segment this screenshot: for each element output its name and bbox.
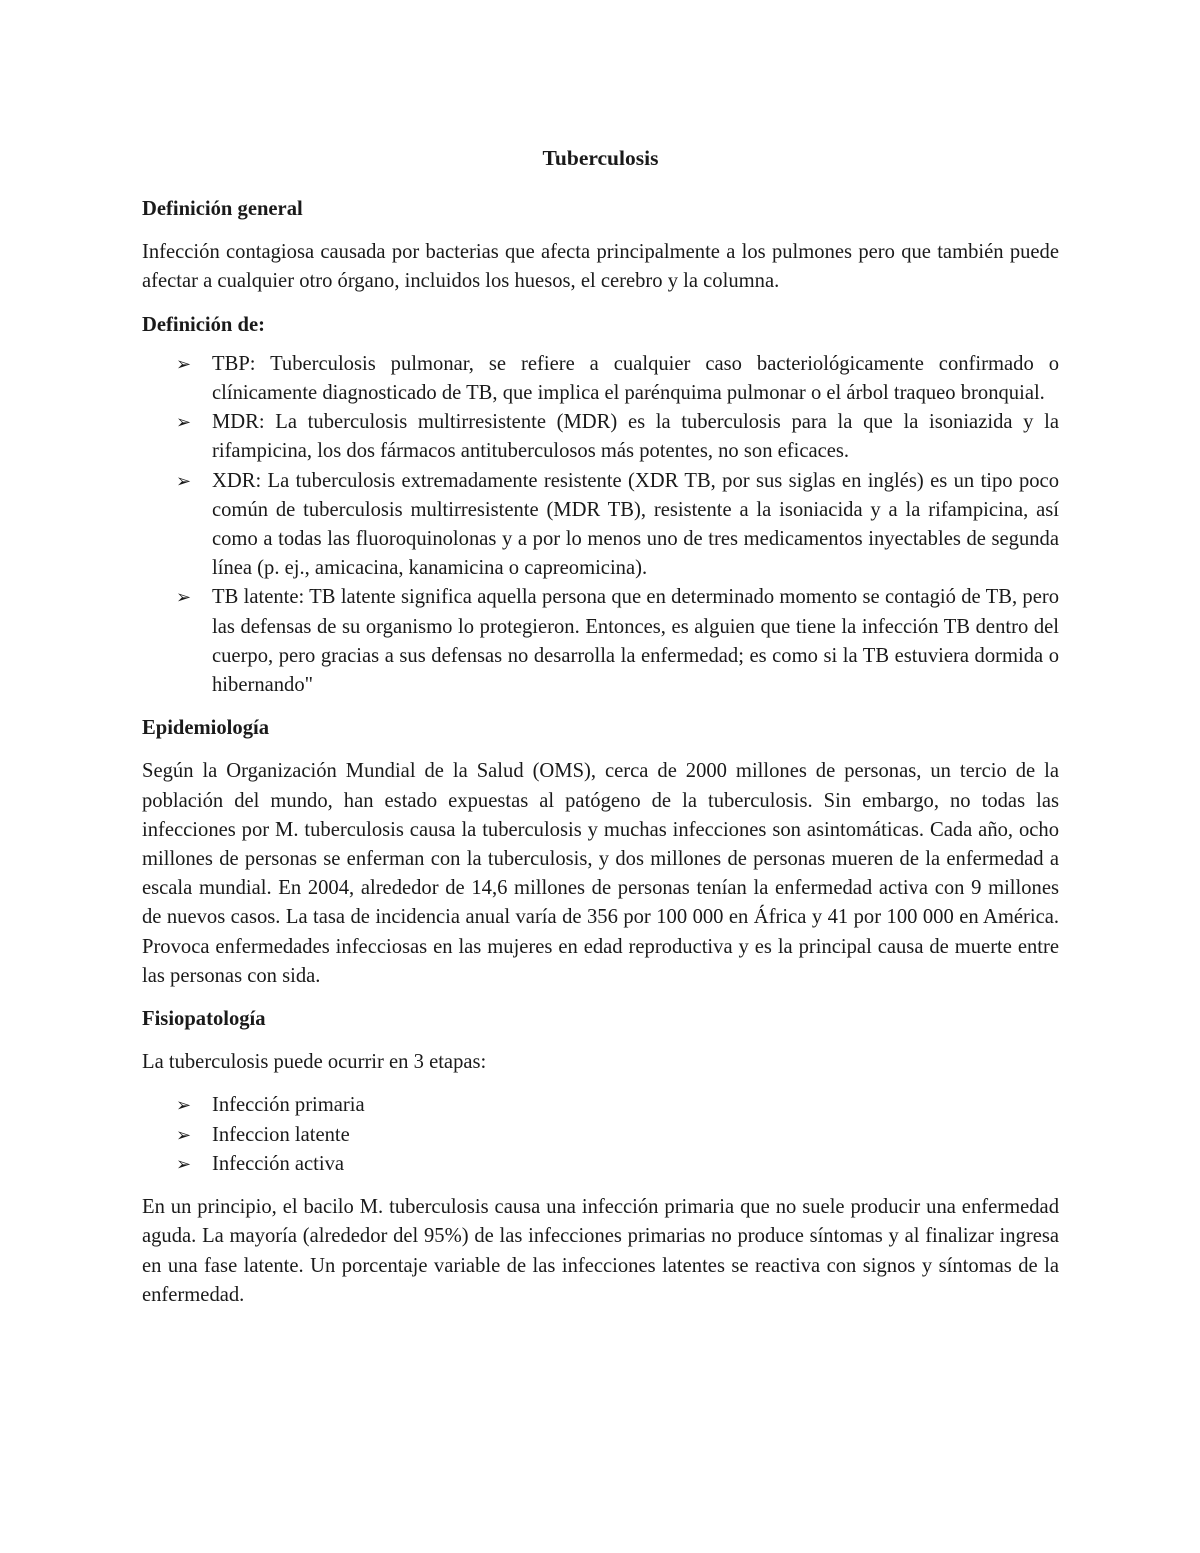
list-item [142,408,1059,466]
arrowhead-bullet-icon: ➢ [176,1124,192,1146]
definition-tbp: TBP: Tuberculosis pulmonar, se refiere a cualquier caso bacteriológicamente confirmado o clínicamente diagnosticado de TB, que implica el parénquima pulmonar o el árbol traqueo bronquial. [212,352,1059,405]
arrowhead-bullet-icon: ➢ [176,587,192,609]
section-heading-epidemiology: Epidemiología [142,717,270,740]
list-item [142,1121,1059,1150]
section-heading-pathophysiology: Fisiopatología [142,1008,266,1031]
stage-latent: Infeccion latente [212,1123,350,1146]
definitions-list [142,350,1059,700]
pathophysiology-text: En un principio, el bacilo M. tuberculosis causa una infección primaria que no suele producir una enfermedad aguda. La mayoría (alrededor del 95%) de las infecciones primarias no produce síntomas y al finalizar ingresa en una fase latente. Un porcentaje variable de las infecciones latentes se reactiva con signos y síntomas de la enfermedad. [142,1196,1059,1306]
arrowhead-bullet-icon: ➢ [176,1095,192,1117]
epidemiology-text: Según la Organización Mundial de la Salud (OMS), cerca de 2000 millones de personas, un tercio de la población del mundo, han estado expuestas al patógeno de la tuberculosis. Sin embargo, no todas las infecciones por M. tuberculosis causa la tuberculosis y muchas infecciones son asintomáticas. Cada año, ocho millones de personas se enferman con la tuberculosis, y dos millones de personas mueren de la enfermedad a escala mundial. En 2004, alrededor de 14,6 millones de personas tenían la enfermedad activa con 9 millones de nuevos casos. La tasa de incidencia anual varía de 356 por 100 000 en África y 41 por 100 000 en América. Provoca enfermedades infecciosas en las mujeres en edad reproductiva y es la principal causa de muerte entre las personas con sida. [142,760,1059,987]
section-heading-general: Definición general [142,198,303,220]
stages-list [142,1091,1059,1179]
document-title: Tuberculosis [542,146,659,170]
arrowhead-bullet-icon: ➢ [176,353,192,375]
definition-tb-latente: TB latente: TB latente significa aquella persona que en determinado momento se contagió de TB, pero las defensas de su organismo lo protegieron. Entonces, es alguien que tiene la infección TB dentro del cuerpo, pero gracias a sus defensas no desarrolla la enfermedad; es como si la TB estuviera dormida o hibernando" [212,586,1059,697]
document-page [142,138,1059,1324]
section-heading-definitions: Definición de: [142,313,265,336]
list-item [142,467,1059,584]
arrowhead-bullet-icon: ➢ [176,470,192,492]
definition-xdr: XDR: La tuberculosis extremadamente resistente (XDR TB, por sus siglas en inglés) es un tipo poco común de tuberculosis multirresistente (MDR TB), resistente a la isoniacida y a la rifampicina, así como a todas las fluoroquinolonas y a por lo menos uno de tres medicamentos inyectables de segunda línea (p. ej., amicacina, kanamicina o capreomicina). [212,469,1059,580]
list-item [142,583,1059,700]
pathophysiology-intro: La tuberculosis puede ocurrir en 3 etapas: [142,1051,487,1074]
stage-active: Infección activa [212,1152,345,1175]
list-item [142,1150,1059,1179]
stage-primary: Infección primaria [212,1094,365,1117]
list-item [142,350,1059,408]
arrowhead-bullet-icon: ➢ [176,1153,192,1175]
arrowhead-bullet-icon: ➢ [176,412,192,434]
general-definition-text: Infección contagiosa causada por bacterias que afecta principalmente a los pulmones pero que también puede afectar a cualquier otro órgano, incluidos los huesos, el cerebro y la columna. [142,241,1059,293]
list-item [142,1091,1059,1120]
definition-mdr: MDR: La tuberculosis multirresistente (MDR) es la tuberculosis para la que la isoniazida y la rifampicina, los dos fármacos antituberculosos más potentes, no son eficaces. [212,411,1059,463]
